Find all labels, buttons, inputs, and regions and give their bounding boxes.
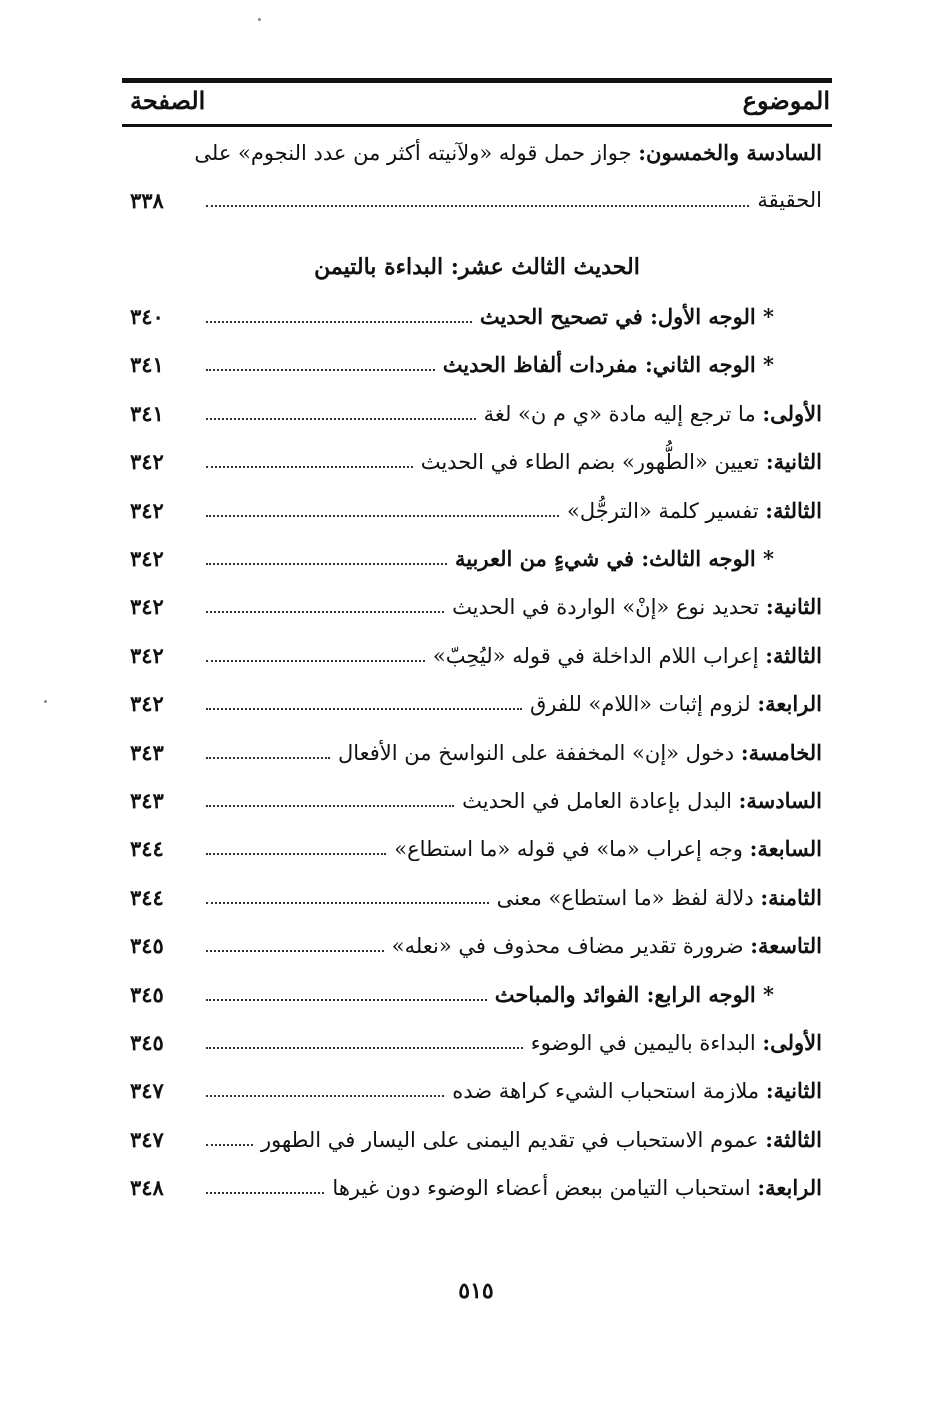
dot-leader [206,1095,444,1097]
entry-text: تحديد نوع «إنْ» الواردة في الحديث [452,594,760,619]
entry-label: التاسعة: [750,932,822,958]
entry-content [531,1030,822,1055]
header-rule-top [122,78,832,83]
entry-text: تفسير كلمة «الترجُّل» [567,498,759,523]
entry-content [261,1127,822,1152]
entry-text: البدل بإعادة العامل في الحديث [462,788,732,813]
toc-entry [130,780,822,820]
entry-content [332,1175,822,1200]
toc-entry [130,974,822,1014]
toc-entry [130,1070,822,1110]
toc-entry [130,635,822,675]
page-number: ٣٤٢ [130,593,164,619]
entry-text: مفردات ألفاظ الحديث [442,351,638,377]
page-number: ٣٤٣ [130,787,164,813]
entry-label: الثالثة: [765,642,822,668]
entry-text: ضرورة تقدير مضاف محذوف في «نعله» [391,933,744,958]
dot-leader [206,515,559,517]
entry-content [433,643,822,668]
page-number: ٣٤٥ [130,1029,164,1055]
dot-leader [206,902,489,904]
dot-leader [206,708,522,710]
entry-content [443,352,822,377]
entry-label: * الوجه الرابع: [646,981,774,1007]
page-number: ٣٤٠ [130,303,164,329]
entry-text: جواز حمل قوله «ولآنيته أكثر من عدد النجوم» على [194,141,632,165]
page-number: ٣٤٥ [130,981,164,1007]
entry-label: الثانية: [765,448,822,474]
entry-label: الثامنة: [760,884,822,910]
entry-label: * الوجه الأول: [650,303,774,329]
page-number: ٣٤٧ [130,1126,164,1152]
toc-entry [130,490,822,530]
dot-leader [206,1192,324,1194]
page-number: ٣٤٢ [130,448,164,474]
scan-speck [258,18,261,21]
column-header-page: الصفحة [130,86,206,115]
entry-label: الثالثة: [765,497,822,523]
entry-text: في شيءٍ من العربية [454,545,635,571]
page-number: ٣٣٨ [130,187,164,213]
continued-entry-line1 [194,140,822,165]
entry-label: الثانية: [765,593,822,619]
toc-entry [130,296,822,336]
toc-entry [130,828,822,868]
entry-text: دخول «إن» المخففة على النواسخ من الأفعال [337,740,735,765]
dot-leader [206,321,472,323]
page-number: ٣٤١ [130,400,164,426]
toc-entry [130,538,822,578]
dot-leader [206,1047,523,1049]
entry-content [462,788,822,813]
page-number: ٣٤٨ [130,1174,164,1200]
dot-leader [206,205,749,207]
continued-entry-line2 [130,180,822,220]
toc-entry [130,877,822,917]
page-number: ٣٤٢ [130,690,164,716]
toc-entry [130,344,822,384]
scan-speck [44,700,47,703]
entry-label: الرابعة: [757,690,822,716]
entry-content [392,933,822,958]
entry-content [338,740,822,765]
entry-content [484,401,822,426]
entry-content [567,498,822,523]
entry-text: في تصحيح الحديث [479,303,643,329]
entry-label: الأولى: [762,1029,822,1055]
dot-leader [206,805,454,807]
dot-leader [206,853,386,855]
entry-label: الخامسة: [740,739,822,765]
entry-label: السادسة: [738,787,822,813]
toc-entry [130,1022,822,1062]
entry-label: الثانية: [765,1077,822,1103]
page-number: ٣٤٧ [130,1077,164,1103]
entry-content [495,982,822,1007]
section-title: الحديث الثالث عشر: البداءة بالتيمن [314,254,640,280]
entry-text: الحقيقة [757,188,822,212]
entry-content [455,546,822,571]
entry-label: * الوجه الثالث: [641,545,774,571]
page-number: ٣٤٤ [130,835,164,861]
page-number: ٣٤٢ [130,497,164,523]
page-number: ٣٤٤ [130,884,164,910]
entry-content [421,449,822,474]
entry-content [480,304,822,329]
page-folio: ٥١٥ [458,1278,494,1304]
toc-entry [130,732,822,772]
dot-leader [206,563,447,565]
entry-content [452,1078,822,1103]
toc-entry [130,683,822,723]
entry-content [530,691,822,716]
entry-label: السادسة والخمسون: [638,140,822,165]
entry-label: الأولى: [762,400,822,426]
toc-entry [130,586,822,626]
header-rule-bottom [122,124,832,127]
entry-label: * الوجه الثاني: [645,351,774,377]
entry-text: لزوم إثبات «اللام» للفرق [530,691,751,716]
entry-text: ما ترجع إليه مادة «ي م ن» لغة [483,401,756,426]
page-number: ٣٤٣ [130,739,164,765]
entry-text: إعراب اللام الداخلة في قوله «ليُحِبّ» [432,643,759,668]
entry-text: عموم الاستحباب في تقديم اليمنى على اليسار في الطهور [260,1127,759,1152]
dot-leader [206,466,413,468]
entry-text: ملازمة استحباب الشيء كراهة ضده [452,1078,760,1103]
entry-text: وجه إعراب «ما» في قوله «ما استطاع» [394,836,743,861]
entry-text: استحباب التيامن ببعض أعضاء الوضوء دون غيرها [332,1175,751,1200]
dot-leader [206,660,425,662]
toc-entry [130,393,822,433]
page-number: ٣٤٢ [130,545,164,571]
dot-leader [206,999,487,1001]
column-header-topic: الموضوع [742,86,830,115]
dot-leader [206,757,330,759]
entry-content [394,836,822,861]
page-number: ٣٤٢ [130,642,164,668]
entry-content [497,885,822,910]
dot-leader [206,950,384,952]
entry-text: دلالة لفظ «ما استطاع» معنى [496,885,754,910]
page-number: ٣٤٥ [130,932,164,958]
dot-leader [206,418,476,420]
entry-text: الفوائد والمباحث [494,981,640,1007]
entry-text: تعيين «الطُّهور» بضم الطاء في الحديث [420,449,760,474]
dot-leader [206,369,435,371]
toc-entry [130,925,822,965]
entry-text: البداءة باليمين في الوضوء [530,1030,756,1055]
entry-content [452,594,822,619]
page-number: ٣٤١ [130,351,164,377]
dot-leader [206,611,444,613]
toc-entry [130,1167,822,1207]
entry-label: الثالثة: [765,1126,822,1152]
entry-label: السابعة: [749,835,822,861]
entry-label: الرابعة: [757,1174,822,1200]
toc-entry [130,441,822,481]
toc-entry [130,1119,822,1159]
dot-leader [206,1144,253,1146]
